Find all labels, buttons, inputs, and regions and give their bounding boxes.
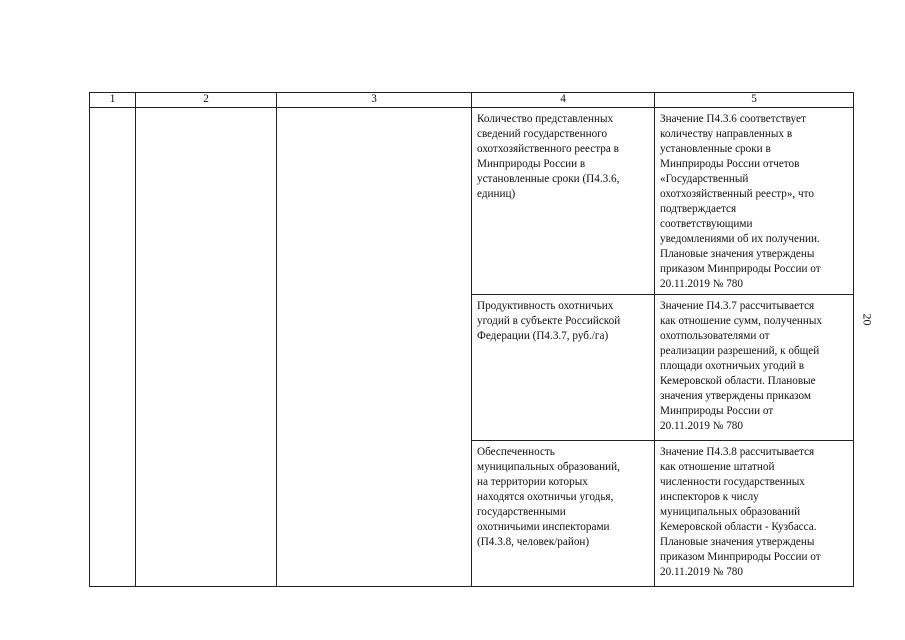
page-number: 20 (860, 313, 875, 326)
description-line: реализации разрешений, к общей (660, 345, 820, 357)
description-line: значения утверждены приказом (660, 390, 811, 402)
header-col-2: 2 (136, 93, 277, 108)
col-1-cell (90, 108, 136, 587)
indicator-cell (472, 441, 655, 587)
indicator-line: муниципальных образований, (477, 461, 620, 473)
indicator-line: Федерации (П4.3.7, руб./га) (477, 330, 609, 342)
description-line: Кемеровской области - Кузбасса. (660, 521, 817, 533)
description-line: инспекторов к числу (660, 491, 759, 503)
header-col-4: 4 (472, 93, 655, 108)
indicator-line: Минприроды России в (477, 158, 586, 170)
description-line: численности государственных (660, 476, 805, 488)
indicator-line: государственными (477, 506, 566, 518)
description-cell (655, 441, 854, 587)
description-line: охотхозяйственный реестр», что (660, 188, 814, 200)
description-line: муниципальных образований (660, 506, 801, 518)
indicator-cell (472, 295, 655, 441)
description-line: подтверждается (660, 203, 737, 215)
description-line: Значение П4.3.8 рассчитывается (660, 446, 815, 458)
description-line: Кемеровской области. Плановые (660, 375, 816, 387)
description-line: приказом Минприроды России от (660, 263, 821, 275)
header-col-5: 5 (655, 93, 854, 108)
document-table (89, 92, 854, 587)
description-line: 20.11.2019 № 780 (660, 278, 743, 290)
description-line: соответствующими (660, 218, 753, 230)
description-line: Минприроды России отчетов (660, 158, 800, 170)
description-line: Минприроды России от (660, 405, 774, 417)
indicator-line: Количество представленных (477, 113, 614, 125)
header-col-3: 3 (277, 93, 472, 108)
description-cell (655, 108, 854, 295)
col-2-cell (136, 108, 277, 587)
description-line: «Государственный (660, 173, 749, 185)
description-line: Значение П4.3.6 соответствует (660, 113, 806, 125)
description-line: приказом Минприроды России от (660, 551, 821, 563)
description-line: как отношение штатной (660, 461, 775, 473)
col-3-cell (277, 108, 472, 587)
description-line: Значение П4.3.7 рассчитывается (660, 300, 815, 312)
description-line: Плановые значения утверждены (660, 248, 815, 260)
indicator-line: единиц) (477, 188, 516, 200)
indicator-line: установленные сроки (П4.3.6, (477, 173, 620, 185)
description-line: как отношение сумм, полученных (660, 315, 822, 327)
indicator-line: угодий в субъекте Российской (477, 315, 621, 327)
indicator-cell (472, 108, 655, 295)
indicator-line: сведений государственного (477, 128, 608, 140)
description-line: количеству направленных в (660, 128, 793, 140)
indicator-line: Обеспеченность (477, 446, 555, 458)
indicator-line: Продуктивность охотничьих (477, 300, 614, 312)
indicator-line: находятся охотничьи угодья, (477, 491, 614, 503)
description-line: Плановые значения утверждены (660, 536, 815, 548)
description-line: уведомлениями об их получении. (660, 233, 820, 245)
indicator-line: (П4.3.8, человек/район) (477, 536, 590, 548)
indicator-line: на территории которых (477, 476, 588, 488)
description-line: охотпользователями от (660, 330, 770, 342)
description-line: 20.11.2019 № 780 (660, 566, 743, 578)
description-line: площади охотничьих угодий в (660, 360, 805, 372)
table-row (90, 108, 854, 295)
header-row (90, 93, 854, 108)
indicator-line: охотничьими инспекторами (477, 521, 610, 533)
description-cell (655, 295, 854, 441)
indicator-line: охотхозяйственного реестра в (477, 143, 619, 155)
description-line: установленные сроки в (660, 143, 771, 155)
header-col-1: 1 (90, 93, 136, 108)
description-line: 20.11.2019 № 780 (660, 420, 743, 432)
